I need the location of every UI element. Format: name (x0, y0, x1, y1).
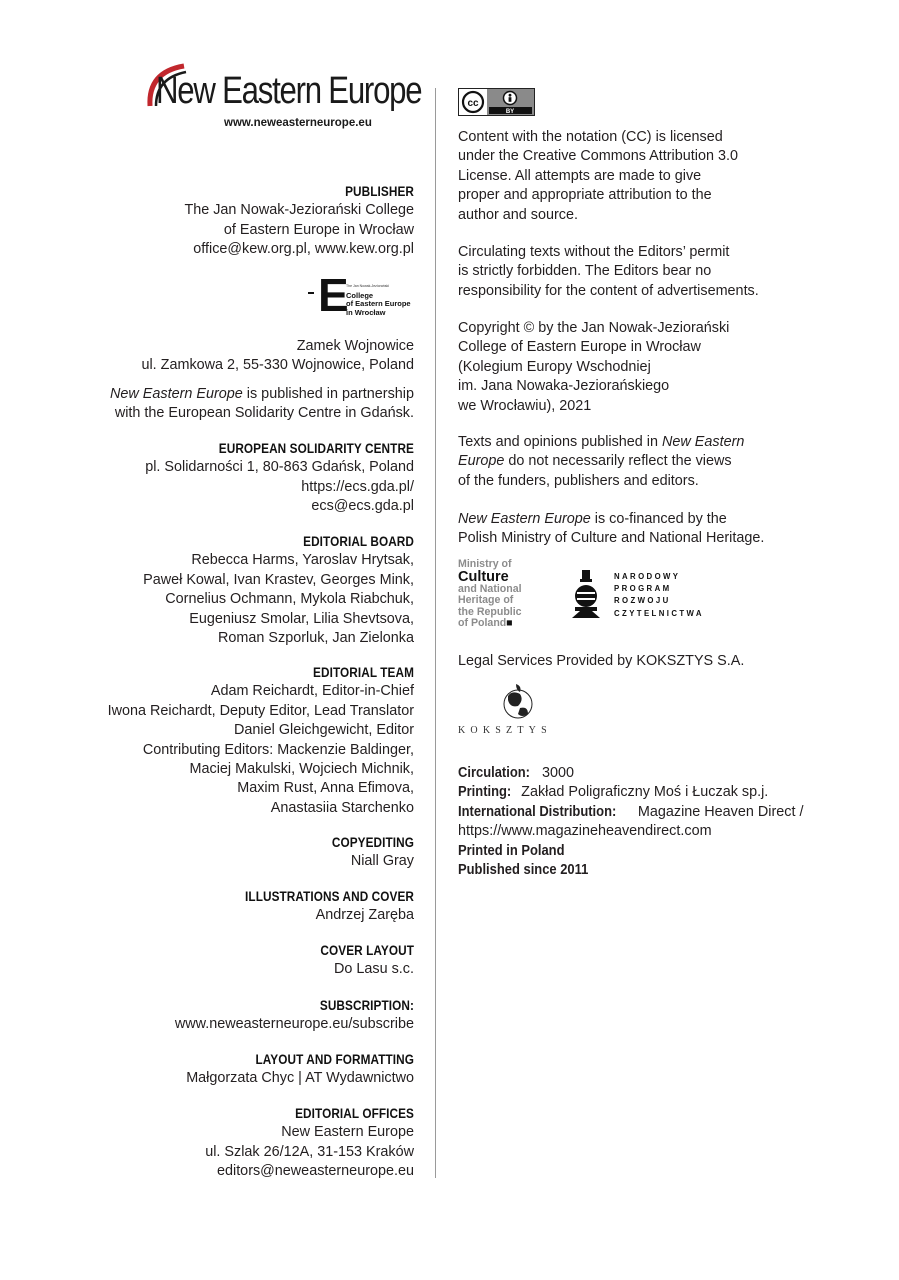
board-line: Cornelius Ochmann, Mykola Riabchuk, (165, 591, 414, 608)
kokeztys-logo-text: KOKSZTYS (458, 725, 552, 736)
circulating-note (458, 243, 788, 301)
copyright-line: (Kolegium Europy Wschodniej (458, 358, 651, 375)
offices-line: New Eastern Europe (281, 1124, 414, 1141)
cc-badge-cc-text: cc (467, 98, 479, 109)
logo-url: www.neweasterneurope.eu (224, 117, 372, 129)
license-line: under the Creative Commons Attribution 3.0 (458, 148, 738, 165)
subscription-line: www.neweasterneurope.eu/subscribe (174, 1016, 414, 1033)
circulating-line: responsibility for the content of advertisements. (458, 282, 759, 299)
license-note (458, 128, 788, 225)
editorial-team-section (54, 663, 414, 818)
esc-line: pl. Solidarności 1, 80-863 Gdańsk, Poland (145, 459, 414, 476)
offices-line: editors@neweasterneurope.eu (216, 1163, 414, 1180)
license-line: author and source. (458, 206, 579, 223)
college-e-mark: E (318, 269, 349, 321)
editorial-offices-section (54, 1104, 414, 1182)
cover-layout-section (54, 941, 414, 980)
production-info (458, 764, 804, 880)
cover-layout-heading: COVER LAYOUT (320, 943, 414, 958)
new-eastern-europe-logo (142, 62, 422, 132)
circulating-line: is strictly forbidden. The Editors bear no (458, 263, 712, 280)
team-line: Maxim Rust, Anna Efimova, (237, 780, 414, 797)
partnership-italic: New Eastern Europe (110, 386, 243, 402)
board-line: Eugeniusz Smolar, Lilia Shevtsova, (189, 610, 414, 627)
esc-line: https://ecs.gda.pl/ (301, 478, 414, 495)
cofinanced-note: New Eastern Europe is co-financed by the Polish Ministry of Culture and National Heritage. (458, 510, 788, 549)
board-line: Roman Szporluk, Jan Zielonka (218, 630, 414, 647)
copyright-note (458, 319, 788, 416)
publisher-address (54, 337, 414, 376)
creative-commons-badge (458, 88, 535, 116)
logo-title: New Eastern Europe (156, 70, 422, 112)
copyediting-heading: COPYEDITING (331, 835, 414, 850)
layout-line: Małgorzata Chyc | AT Wydawnictwo (186, 1070, 414, 1087)
college-logo-mark-icon (306, 278, 316, 318)
editorial-team-heading: EDITORIAL TEAM (313, 665, 414, 680)
cc-by-icon (459, 89, 534, 115)
esc-heading: EUROPEAN SOLIDARITY CENTRE (218, 441, 414, 456)
license-line: Content with the notation (CC) is licensed (458, 129, 723, 145)
published-since: Published since 2011 (458, 862, 589, 879)
circulation-label: Circulation: (458, 765, 530, 781)
cofinanced-line2: Polish Ministry of Culture and National Heritage. (458, 530, 765, 547)
address-line: ul. Zamkowa 2, 55-330 Wojnowice, Poland (141, 357, 414, 374)
globe-figure-icon (498, 682, 538, 724)
publisher-line: of Eastern Europe in Wrocław (223, 221, 414, 238)
illustrations-section (54, 887, 414, 926)
locomotive-icon (570, 570, 604, 620)
narodowy-program-logo: NARODOWY PROGRAM ROZWOJU CZYTELNICTWA (570, 568, 720, 620)
license-line: proper and appropriate attribution to the (458, 187, 712, 204)
subscription-section (54, 996, 414, 1035)
copyediting-section (54, 833, 414, 872)
copyright-line: im. Jana Nowaka-Jeziorańskiego (458, 378, 670, 395)
circulation-value: 3000 (537, 765, 574, 781)
column-divider (435, 88, 436, 1178)
publisher-line: The Jan Nowak-Jeziorański College (184, 202, 414, 219)
opinions-note: Texts and opinions published in New Eastern Europe do not necessarily reflect the views of the funders, publishers and editors. (458, 433, 788, 491)
illustrations-line: Andrzej Zaręba (315, 907, 414, 924)
team-line: Maciej Makulski, Wojciech Michnik, (189, 761, 414, 778)
distribution-value: Magazine Heaven Direct / (633, 803, 804, 820)
team-line: Contributing Editors: Mackenzie Baldinger, (142, 741, 414, 758)
cover-layout-line: Do Lasu s.c. (334, 961, 414, 978)
opinions-line3: of the funders, publishers and editors. (458, 472, 699, 489)
editorial-offices-heading: EDITORIAL OFFICES (295, 1106, 414, 1121)
subscription-heading: SUBSCRIPTION: (319, 998, 414, 1013)
publisher-section (54, 182, 414, 260)
layout-section (54, 1050, 414, 1089)
illustrations-heading: ILLUSTRATIONS AND COVER (245, 889, 414, 904)
cc-badge-by-text: BY (505, 109, 515, 115)
publisher-line: office@kew.org.pl, www.kew.org.pl (193, 241, 414, 258)
esc-line: ecs@ecs.gda.pl (311, 498, 414, 515)
team-line: Iwona Reichardt, Deputy Editor, Lead Translator (107, 702, 414, 719)
legal-services-line: Legal Services Provided by KOKSZTYS S.A. (458, 653, 745, 669)
college-logo-small-text: The Jan Nowak-Jeziorański (346, 284, 389, 288)
copyediting-line: Niall Gray (350, 853, 414, 870)
partnership-text: is published in partnership (242, 386, 414, 402)
license-line: License. All attempts are made to give (458, 167, 702, 184)
distribution-url: https://www.magazineheavendirect.com (458, 823, 712, 840)
publisher-heading: PUBLISHER (345, 184, 414, 199)
partnership-note (54, 385, 414, 424)
legal-services-note (458, 652, 788, 671)
board-line: Rebecca Harms, Yaroslav Hrytsak, (191, 552, 414, 569)
copyright-line: College of Eastern Europe in Wrocław (458, 339, 701, 356)
team-line: Daniel Gleichgewicht, Editor (234, 722, 414, 739)
address-line: Zamek Wojnowice (296, 338, 414, 354)
offices-line: ul. Szlak 26/12A, 31-153 Kraków (205, 1143, 414, 1160)
printed-in-poland: Printed in Poland (458, 842, 565, 859)
printing-value: Zakład Poligraficzny Moś i Łuczak sp.j. (517, 784, 769, 801)
copyright-line: Copyright © by the Jan Nowak-Jeziorański (458, 320, 730, 336)
esc-section (54, 439, 414, 517)
circulating-line: Circulating texts without the Editors’ permit (458, 244, 730, 260)
editorial-board-section (54, 532, 414, 648)
college-logo-text: College of Eastern Europe in Wrocław (346, 291, 411, 317)
distribution-label: International Distribution: (458, 803, 617, 820)
board-line: Paweł Kowal, Ivan Krastev, Georges Mink, (143, 571, 414, 588)
ministry-of-culture-logo: Ministry of Culture and National Heritage of the Republic of Poland■ (458, 558, 522, 629)
team-line: Anastasiia Starchenko (270, 799, 414, 816)
layout-heading: LAYOUT AND FORMATTING (255, 1052, 414, 1067)
printing-label: Printing: (458, 784, 512, 801)
team-line: Adam Reichardt, Editor-in-Chief (210, 683, 414, 700)
college-of-eastern-europe-logo (306, 269, 418, 321)
partnership-line2: with the European Solidarity Centre in Gdańsk. (114, 405, 414, 422)
editorial-board-heading: EDITORIAL BOARD (303, 534, 414, 549)
kokeztys-logo (458, 680, 588, 740)
copyright-line: we Wrocławiu), 2021 (458, 397, 592, 414)
